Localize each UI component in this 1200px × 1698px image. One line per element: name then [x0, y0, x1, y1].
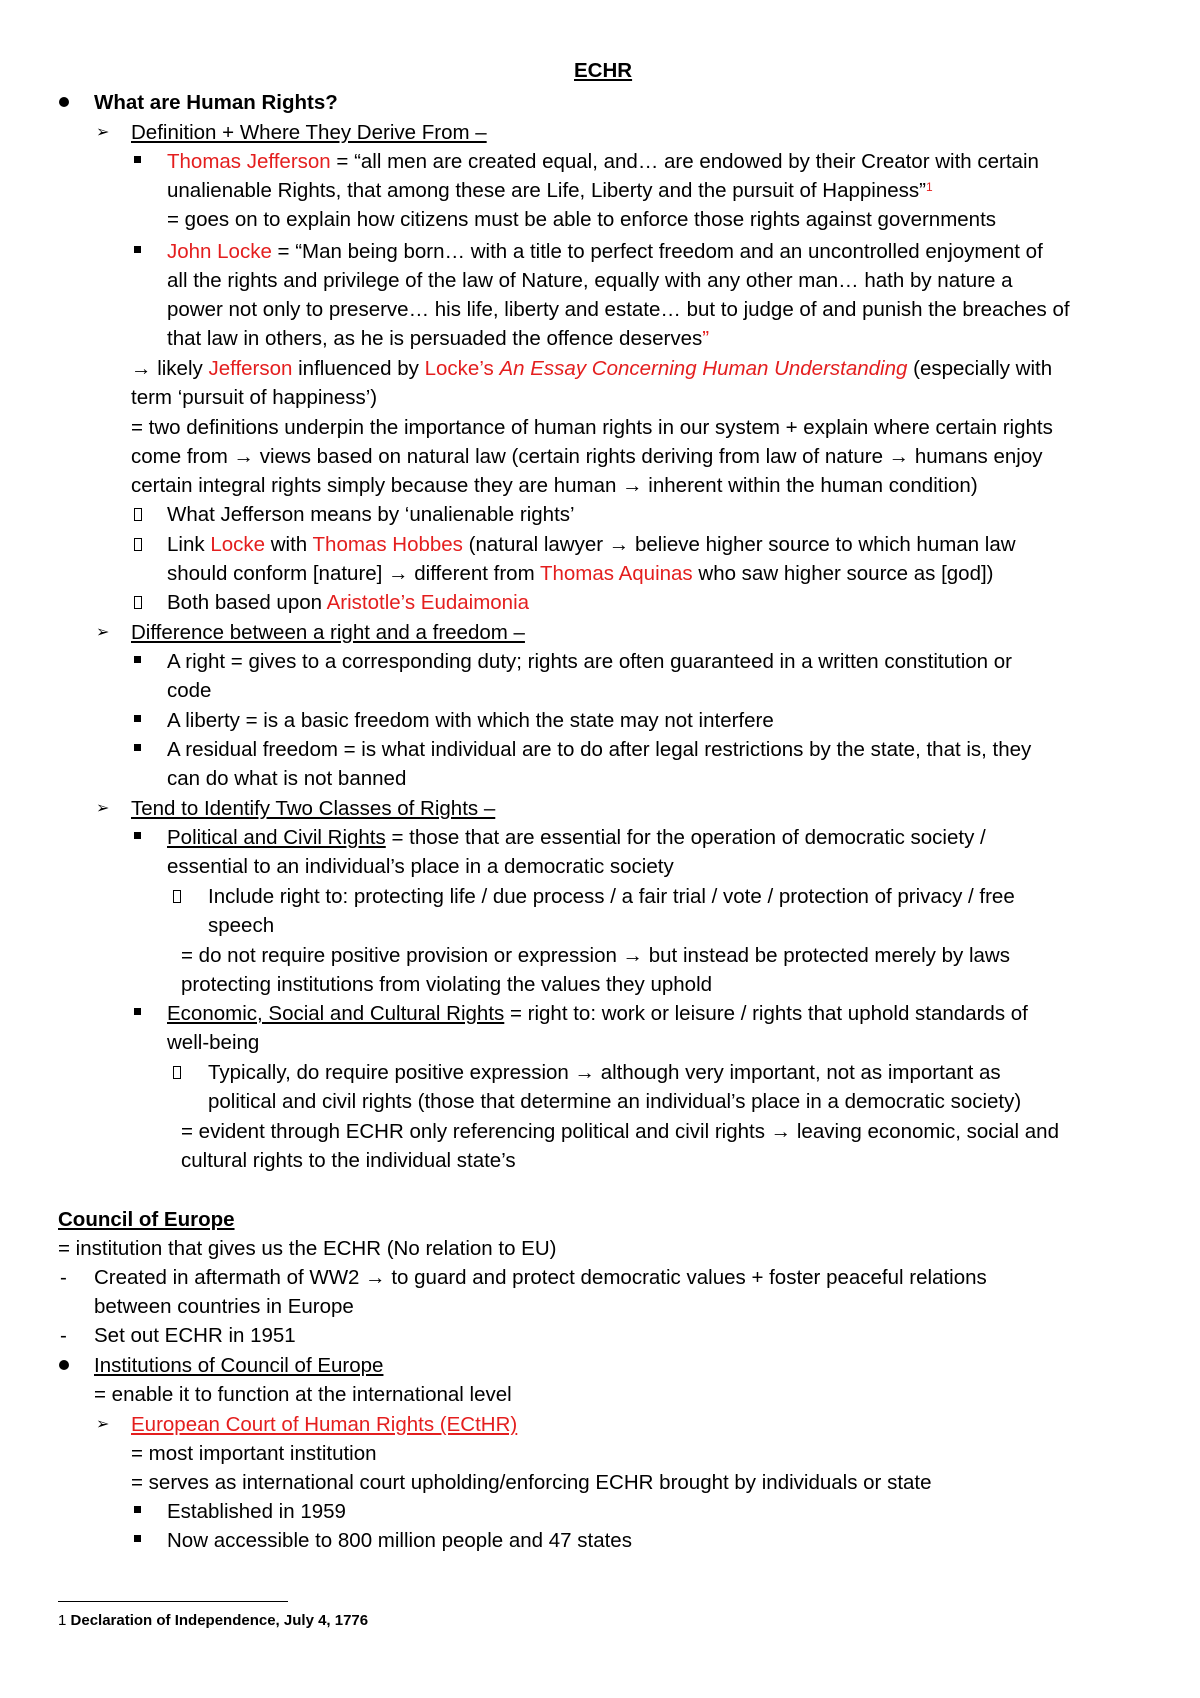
square-bullet-icon — [134, 744, 141, 751]
square-bullet-icon — [134, 832, 141, 839]
coe-dash-1-line-1: Created in aftermath of WW2 → to guard and protect democratic values + foster peaceful relations — [94, 1266, 987, 1289]
name-john-locke: John Locke — [167, 240, 272, 263]
ecthr-line-1: = most important institution — [131, 1442, 377, 1465]
coe-dash-1-line-2: between countries in Europe — [94, 1295, 354, 1318]
likely-line-1: → likely Jefferson influenced by Locke’s An Essay Concerning Human Understanding (especially with — [131, 357, 1053, 380]
empty-box-bullet-icon — [134, 538, 142, 551]
subheading-difference: Difference between a right and a freedom – — [131, 621, 525, 644]
bullet-disc-icon — [59, 1360, 69, 1370]
locke-line-4: that law in others, as he is persuaded the offence deserves” — [167, 327, 710, 350]
square-bullet-icon — [134, 1506, 141, 1513]
jefferson-line-2: unalienable Rights, that among these are Life, Liberty and the pursuit of Happiness”$^1$ — [167, 179, 933, 202]
political-civil-rights-title: Political and Civil Rights — [167, 826, 386, 849]
coe-dash-2: Set out ECHR in 1951 — [94, 1324, 296, 1347]
diff-2: A liberty = is a basic freedom with which the state may not interfere — [167, 709, 774, 732]
locke-line-2: all the rights and privilege of the law of Nature, equally with any other man… hath by nature a — [167, 269, 1013, 292]
footnote: 1 Declaration of Independence, July 4, 1776 — [58, 1612, 369, 1629]
eco-box-line-1: Typically, do require positive expression → although very important, not as important as — [208, 1061, 1001, 1084]
diff-1-line-1: A right = gives to a corresponding duty; rights are often guaranteed in a written constitution or — [167, 650, 1012, 673]
coe-line-1: = institution that gives us the ECHR (No relation to EU) — [58, 1237, 557, 1260]
locke-line-1: John Locke = “Man being born… with a title to perfect freedom and an uncontrolled enjoyment of — [167, 240, 1043, 263]
name-thomas-jefferson: Thomas Jefferson — [167, 150, 331, 173]
page-title: ECHR — [574, 59, 633, 82]
two-def-line-3: certain integral rights simply because they are human → inherent within the human condition) — [131, 474, 978, 497]
jefferson-line-3: = goes on to explain how citizens must be able to enforce those rights against governments — [167, 208, 997, 231]
arrowhead-bullet-icon: ➢ — [96, 624, 110, 641]
dash-bullet: - — [60, 1324, 67, 1347]
box-item-3: Both based upon Aristotle’s Eudaimonia — [167, 591, 530, 614]
ecthr-bullet-2: Now accessible to 800 million people and 47 states — [167, 1529, 632, 1552]
box-item-2-line-1: Link Locke with Thomas Hobbes (natural lawyer → believe higher source to which human law — [167, 533, 1016, 556]
empty-box-bullet-icon — [173, 1066, 181, 1079]
footnote-separator — [58, 1601, 288, 1602]
diff-3-line-2: can do what is not banned — [167, 767, 407, 790]
footnote-ref[interactable]: 1 — [925, 180, 933, 194]
book-title: An Essay Concerning Human Understanding — [499, 357, 908, 380]
two-def-line-1: = two definitions underpin the importance of human rights in our system + explain where certain rights — [131, 416, 1053, 439]
arrowhead-bullet-icon: ➢ — [96, 124, 110, 141]
eco-eq-line-1: = evident through ECHR only referencing political and civil rights → leaving economic, social and — [181, 1120, 1059, 1143]
square-bullet-icon — [134, 715, 141, 722]
pol-box-line-1: Include right to: protecting life / due process / a fair trial / vote / protection of privacy / free — [208, 885, 1015, 908]
diff-1-line-2: code — [167, 679, 212, 702]
bullet-disc-icon — [59, 97, 69, 107]
square-bullet-icon — [134, 156, 141, 163]
subheading-classes: Tend to Identify Two Classes of Rights – — [131, 797, 496, 820]
eco-line-1: Economic, Social and Cultural Rights = right to: work or leisure / rights that uphold standards of — [167, 1002, 1028, 1025]
arrowhead-bullet-icon: ➢ — [96, 1416, 110, 1433]
heading-human-rights: What are Human Rights? — [94, 91, 338, 114]
dash-bullet: - — [60, 1266, 67, 1289]
pol-line-2: essential to an individual’s place in a democratic society — [167, 855, 674, 878]
ecthr-heading: European Court of Human Rights (ECtHR) — [131, 1413, 518, 1436]
locke-line-3: power not only to preserve… his life, liberty and estate… but to judge of and punish the breaches of — [167, 298, 1070, 321]
council-of-europe-heading: Council of Europe — [58, 1208, 235, 1231]
diff-3-line-1: A residual freedom = is what individual are to do after legal restrictions by the state, that is, they — [167, 738, 1032, 761]
square-bullet-icon — [134, 1008, 141, 1015]
eco-eq-line-2: cultural rights to the individual state’s — [181, 1149, 516, 1172]
likely-line-2: term ‘pursuit of happiness’) — [131, 386, 378, 409]
arrowhead-bullet-icon: ➢ — [96, 800, 110, 817]
pol-box-line-2: speech — [208, 914, 275, 937]
ecthr-bullet-1: Established in 1959 — [167, 1500, 346, 1523]
square-bullet-icon — [134, 1535, 141, 1542]
box-item-1: What Jefferson means by ‘unalienable rights’ — [167, 503, 575, 526]
box-item-2-line-2: should conform [nature] → different from Thomas Aquinas who saw higher source as [god]) — [167, 562, 994, 585]
eco-box-line-2: political and civil rights (those that determine an individual’s place in a democratic society) — [208, 1090, 1022, 1113]
eco-line-2: well-being — [167, 1031, 260, 1054]
empty-box-bullet-icon — [134, 508, 142, 521]
empty-box-bullet-icon — [134, 596, 142, 609]
jefferson-line-1: Thomas Jefferson = “all men are created equal, and… are endowed by their Creator with certain — [167, 150, 1039, 173]
institutions-heading: Institutions of Council of Europe — [94, 1354, 384, 1377]
ecthr-line-2: = serves as international court upholding/enforcing ECHR brought by individuals or state — [131, 1471, 932, 1494]
inst-line-1: = enable it to function at the international level — [94, 1383, 512, 1406]
empty-box-bullet-icon — [173, 890, 181, 903]
pol-line-1: Political and Civil Rights = those that are essential for the operation of democratic society / — [167, 826, 986, 849]
pol-eq-line-1: = do not require positive provision or expression → but instead be protected merely by laws — [181, 944, 1010, 967]
pol-eq-line-2: protecting institutions from violating the values they uphold — [181, 973, 713, 996]
subheading-definition: Definition + Where They Derive From – — [131, 121, 487, 144]
economic-rights-title: Economic, Social and Cultural Rights — [167, 1002, 505, 1025]
square-bullet-icon — [134, 246, 141, 253]
square-bullet-icon — [134, 656, 141, 663]
two-def-line-2: come from → views based on natural law (certain rights deriving from law of nature → humans enjoy — [131, 445, 1043, 468]
